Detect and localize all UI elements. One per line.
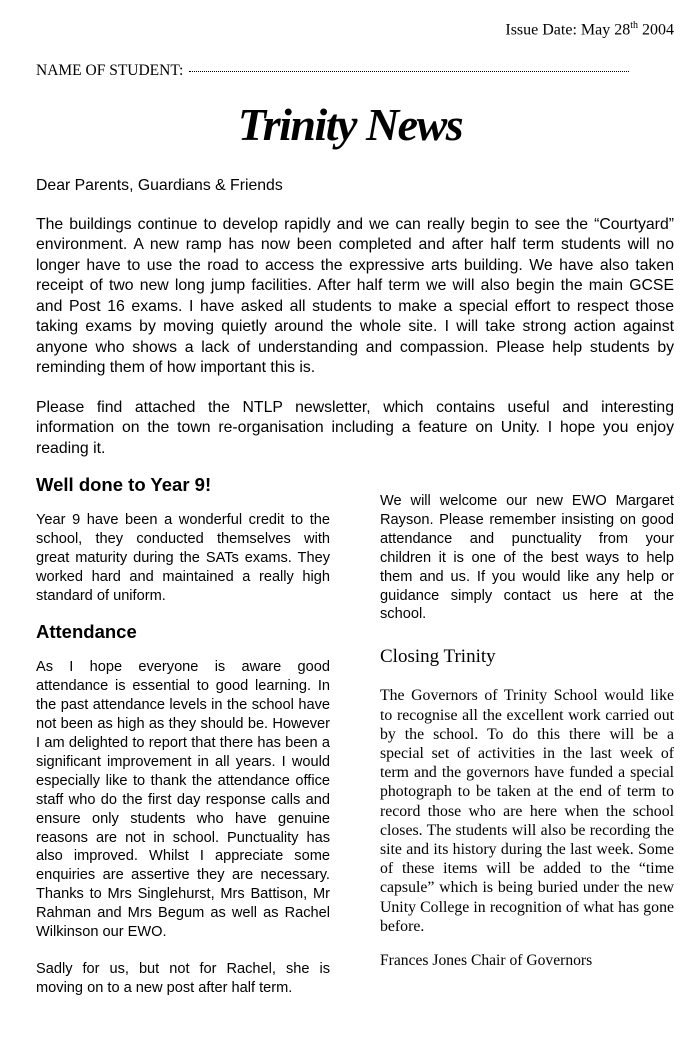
student-name-dotted-field [189, 71, 629, 72]
student-name-label: NAME OF STUDENT: [36, 62, 184, 79]
newsletter-title: Trinity News [237, 99, 463, 150]
year9-paragraph: Year 9 have been a wonderful credit to the school, they conducted themselves with great maturity during the SATs exams. They worked hard and maintained a really high standard of uniform. [36, 511, 330, 604]
issue-date-ordinal: th [630, 20, 638, 31]
ewo-paragraph: We will welcome our new EWO Margaret Rayson. Please remember insisting on good attendance and punctuality from your children it is one of the best ways to help them and us. If you would like any help or guidance simply contact us here at the school. [380, 493, 674, 623]
issue-date-year: 2004 [638, 21, 674, 39]
student-name-line [36, 62, 656, 80]
heading-year9: Well done to Year 9! [36, 474, 212, 495]
issue-date [505, 20, 674, 39]
closing-paragraph: The Governors of Trinity School would like to recognise all the excellent work carried out by the school. To do this there will be a special set of activities in the last week of term and the governors have funded a special photograph to be taken at the end of term to record those who are here when the school closes. The students will also be recording the site and its history during the last week. Some of these items will be added to the “time capsule” which is being buried under the new Unity College in recognition of what has gone before. [380, 687, 674, 935]
heading-closing-trinity: Closing Trinity [380, 646, 496, 668]
intro-paragraph-newsletter: Please find attached the NTLP newsletter, which contains useful and interesting information on the town re-organisation including a feature on Unity. I hope you enjoy reading it. [36, 398, 674, 457]
intro-paragraph-buildings: The buildings continue to develop rapidly and we can really begin to see the “Courtyard” environment. A new ramp has now been completed and after half term students will no longer have to use the road to access the expressive arts building. We have also taken receipt of two new long jump facilities. After half term we will also begin the main GCSE and Post 16 exams. I have asked all students to make a special effort to respect those taking exams by moving quietly around the whole site. I will take strong action against anyone who shows a lack of understanding and compassion. Please help students by reminding them of how important this is. [36, 215, 674, 376]
signoff: Frances Jones Chair of Governors [380, 951, 593, 969]
issue-date-main: Issue Date: May 28 [505, 21, 631, 39]
attendance-paragraph: As I hope everyone is aware good attendance is essential to good learning. In the past attendance levels in the school have not been as high as they should be. However I am delighted to report that there has been a significant improvement in all years. I would especially like to thank the attendance office staff who do the first day response calls and ensure only students who have genuine reasons are not in school. Punctuality has also improved. Whilst I appreciate some enquiries are assertive they are necessary. Thanks to Mrs Singlehurst, Mrs Battison, Mr Rahman and Mrs Begum as well as Rachel Wilkinson our EWO. [36, 659, 330, 941]
right-column [380, 492, 674, 970]
rachel-paragraph: Sadly for us, but not for Rachel, she is moving on to a new post after half term. [36, 960, 330, 996]
intro-letter [36, 176, 674, 478]
left-column [36, 476, 330, 1016]
heading-attendance: Attendance [36, 621, 137, 643]
greeting: Dear Parents, Guardians & Friends [36, 177, 283, 194]
